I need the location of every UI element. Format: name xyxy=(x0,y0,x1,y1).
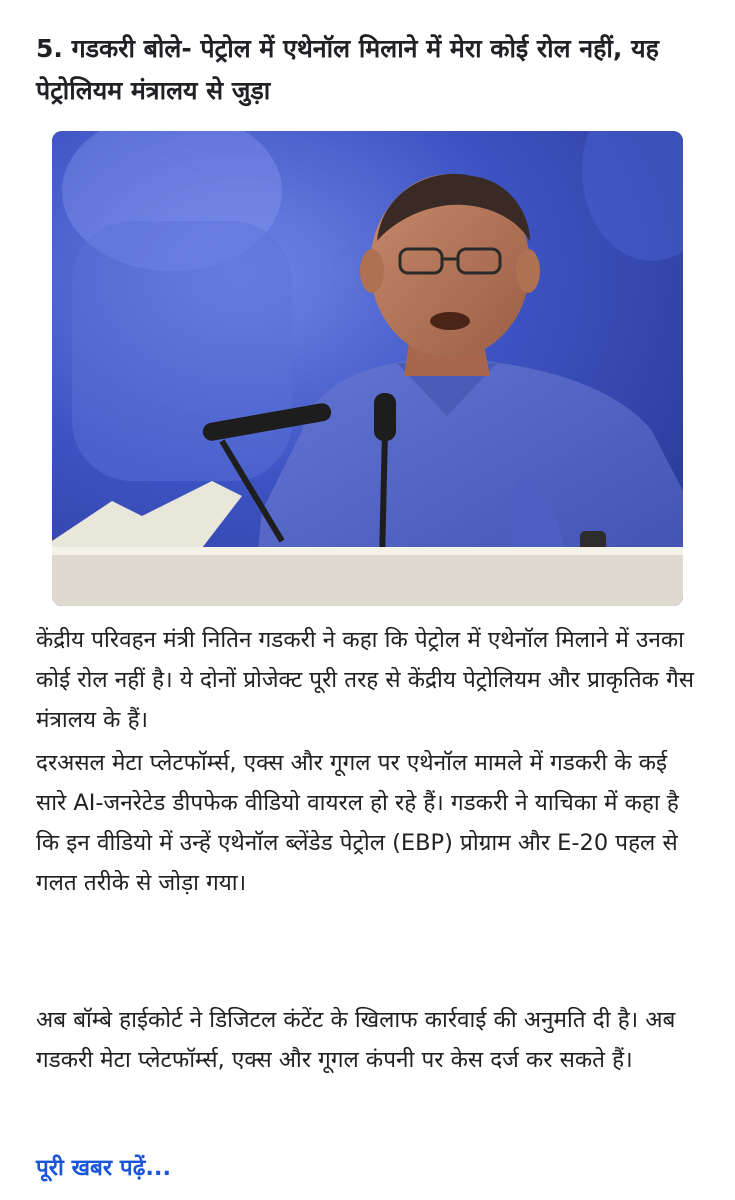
article-paragraph: अब बॉम्बे हाईकोर्ट ने डिजिटल कंटेंट के खिलाफ कार्रवाई की अनुमति दी है। अब गडकरी मेटा प्लेटफॉर्म्स, एक्स और गूगल कंपनी पर केस दर्ज कर सकते हैं। xyxy=(36,1007,676,1073)
article-paragraph: दरअसल मेटा प्लेटफॉर्म्स, एक्स और गूगल पर एथेनॉल मामले में गडकरी के कई सारे AI-जनरेटेड डीपफेक वीडियो वायरल हो रहे हैं। गडकरी ने याचिका में कहा है कि इन वीडियो में उन्हें एथेनॉल ब्लेंडेड पेट्रोल (EBP) प्रोग्राम और E-20 पहल से गलत तरीके से जोड़ा गया। xyxy=(36,750,679,896)
article-photo[interactable] xyxy=(52,131,683,606)
article-paragraph: केंद्रीय परिवहन मंत्री नितिन गडकरी ने कहा कि पेट्रोल में एथेनॉल मिलाने में उनका कोई रोल नहीं है। ये दोनों प्रोजेक्ट पूरी तरह से केंद्रीय पेट्रोलियम और प्राकृतिक गैस मंत्रालय के हैं। xyxy=(36,627,694,733)
article-headline: 5. गडकरी बोले- पेट्रोल में एथेनॉल मिलाने में मेरा कोई रोल नहीं, यह पेट्रोलियम मंत्रालय से जुड़ा xyxy=(36,34,659,105)
speaker-at-podium-photo-icon xyxy=(52,131,683,606)
read-full-news-link[interactable]: पूरी खबर पढ़ें... xyxy=(36,1155,172,1181)
